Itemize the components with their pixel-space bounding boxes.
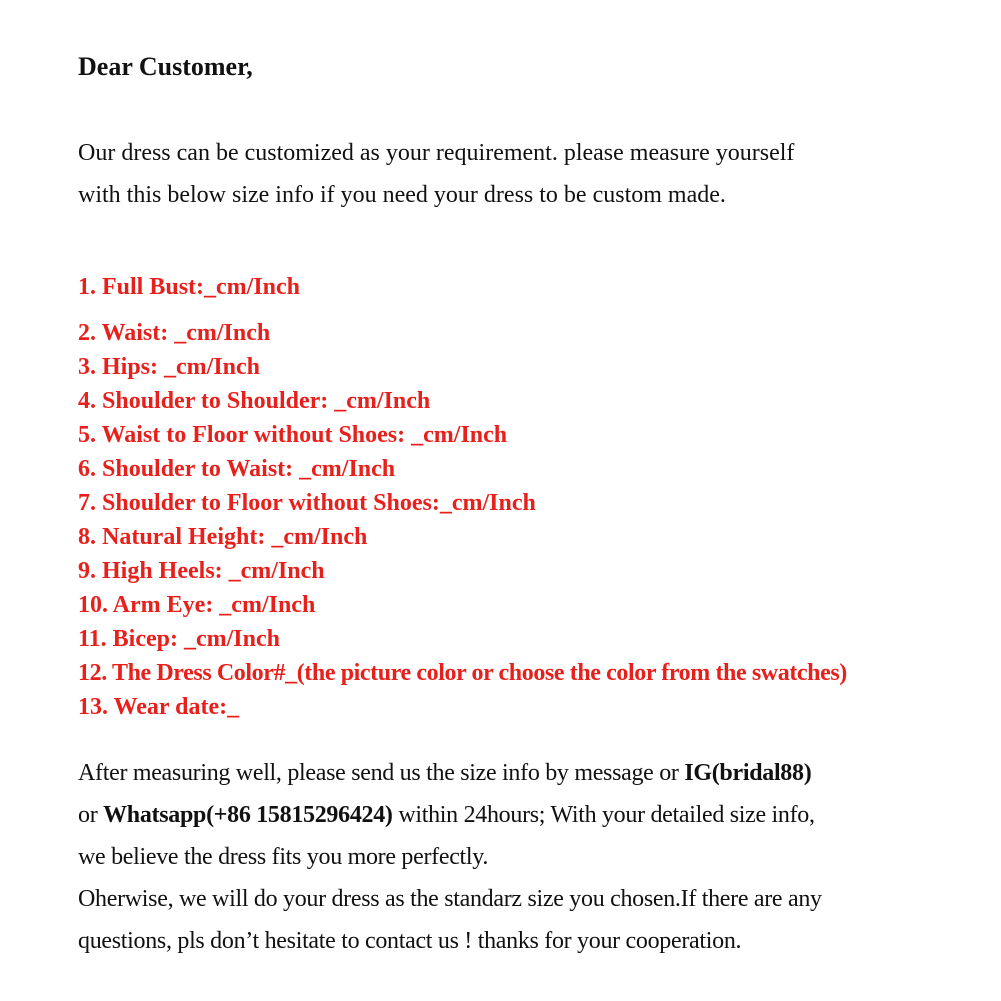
measurement-item-bicep: 11. Bicep: _cm/Inch [78,626,280,652]
intro-paragraph [78,132,961,216]
closing-line-4: Oherwise, we will do your dress as the standarz size you chosen.If there are any [78,886,822,912]
intro-line-1: Our dress can be customized as your requirement. please measure yourself [78,140,795,166]
closing-line-1-text: After measuring well, please send us the size info by message or [78,760,685,786]
measurement-item-shoulder-to-shoulder: 4. Shoulder to Shoulder: _cm/Inch [78,388,431,414]
whatsapp-number: Whatsapp(+86 15815296424) [103,802,393,828]
measurement-item-waist-to-floor: 5. Waist to Floor without Shoes: _cm/Inch [78,422,508,448]
measurement-item-shoulder-to-floor: 7. Shoulder to Floor without Shoes:_cm/Inch [78,490,536,516]
measurement-list [78,270,961,724]
measurement-item-dress-color: 12. The Dress Color#_(the picture color or choose the color from the swatches) [78,660,847,686]
closing-line-1 [78,752,961,794]
measurement-item-waist: 2. Waist: _cm/Inch [78,320,271,346]
measurement-item-wear-date: 13. Wear date:_ [78,694,240,720]
closing-line-5: questions, pls don’t hesitate to contact us ! thanks for your cooperation. [78,928,742,954]
measurement-item-shoulder-to-waist: 6. Shoulder to Waist: _cm/Inch [78,456,396,482]
closing-line-2-text-a: or [78,802,104,828]
measurement-item-natural-height: 8. Natural Height: _cm/Inch [78,524,368,550]
measurement-item-hips: 3. Hips: _cm/Inch [78,354,261,380]
closing-line-3: we believe the dress fits you more perfectly. [78,844,489,870]
intro-line-2: with this below size info if you need your dress to be custom made. [78,182,726,208]
measurement-item-high-heels: 9. High Heels: _cm/Inch [78,558,325,584]
closing-line-2 [78,794,961,836]
closing-line-2-text-b: within 24hours; With your detailed size info, [392,802,815,828]
closing-paragraph [78,752,961,962]
instagram-handle: IG(bridal88) [684,760,812,786]
greeting-heading: Dear Customer, [78,52,253,81]
measurement-item-full-bust: 1. Full Bust:_cm/Inch [78,274,301,300]
measurement-item-arm-eye: 10. Arm Eye: _cm/Inch [78,592,316,618]
